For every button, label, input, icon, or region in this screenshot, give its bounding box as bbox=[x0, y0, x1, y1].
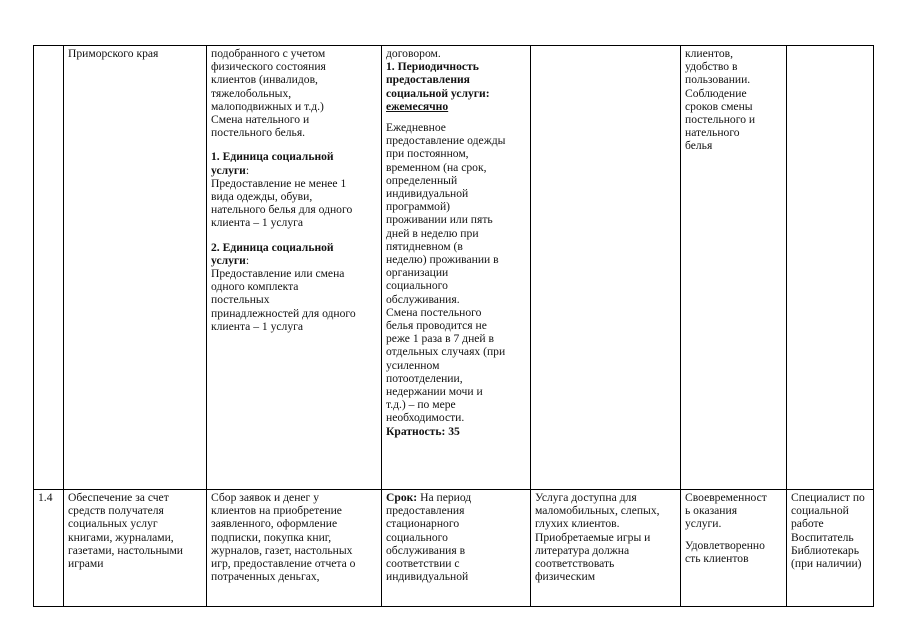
cell-terms: Срок: На период предоставления стационарного социального обслуживания в соответствии с индивидуальной bbox=[382, 490, 531, 607]
cell-quality: клиентов, удобство в пользовании. Соблюдение сроков смены постельного и нательного белья bbox=[681, 46, 787, 490]
cell-staff: Специалист по социальной работе Воспитатель Библиотекарь (при наличии) bbox=[787, 490, 874, 607]
unit2-text: Предоставление или смена одного комплекта постельных принадлежностей для одного клиента – 1 услуга bbox=[211, 267, 356, 333]
cell-service-name: Приморского края bbox=[64, 46, 207, 490]
term-label: Срок: bbox=[386, 491, 418, 504]
cell-terms: договором. 1. Периодичность предоставления социальной услуги: ежемесячно Ежедневное предоставление одежды при постоянном, временном (на срок, определенный индивидуальной программой) проживании или пять дней в неделю при пятидневном (в неделю) проживании в организации социального обслуживания. Смена постельного белья проводится не реже 1 раза в 7 дней в отдельных случаях (при усиленном потоотделении, недержании мочи и т.д.) – по мере необходимости. Кратность: 35 bbox=[382, 46, 531, 490]
cell-conditions: Услуга доступна для маломобильных, слепых, глухих клиентов. Приобретаемые игры и литература должна соответствовать физическим bbox=[531, 490, 681, 607]
unit2-title: 2. Единица социальной услуги bbox=[211, 240, 334, 267]
table-row bbox=[34, 490, 874, 607]
cell-service-name: Обеспечение за счет средств получателя социальных услуг книгами, журналами, газетами, настольными играми bbox=[64, 490, 207, 607]
cell-staff bbox=[787, 46, 874, 490]
cell-conditions bbox=[531, 46, 681, 490]
cell-quality: Своевременност ь оказания услуги. Удовлетворенно сть клиентов bbox=[681, 490, 787, 607]
table-row bbox=[34, 46, 874, 490]
cell-service-content: подобранного с учетом физического состояния клиентов (инвалидов, тяжелобольных, малоподвижных и т.д.) Смена нательного и постельного белья. 1. Единица социальной услуги: Предоставление не менее 1 вида одежды, обуви, нательного белья для одного клиента – 1 услуга 2. Единица социальной услуги: Предоставление или смена одного комплекта постельных принадлежностей для одного клиента – 1 услуга bbox=[207, 46, 382, 490]
period-value: ежемесячно bbox=[386, 99, 449, 113]
cell-number bbox=[34, 46, 64, 490]
content-intro: подобранного с учетом физического состояния клиентов (инвалидов, тяжелобольных, малоподвижных и т.д.) Смена нательного и постельного белья. bbox=[211, 47, 326, 140]
terms-text: Ежедневное предоставление одежды при постоянном, временном (на срок, определенный индивидуальной программой) проживании или пять дней в неделю при пятидневном (в неделю) проживании в организации социального обслуживания. Смена постельного белья проводится не реже 1 раза в 7 дней в отдельных случаях (при усиленном потоотделении, недержании мочи и т.д.) – по мере необходимости. bbox=[386, 121, 506, 425]
services-table bbox=[33, 45, 874, 607]
unit1-title: 1. Единица социальной услуги bbox=[211, 150, 334, 177]
frequency: Кратность: 35 bbox=[386, 424, 460, 438]
period-title: 1. Периодичность предоставления социальной услуги: bbox=[386, 60, 490, 100]
cell-service-content: Сбор заявок и денег у клиентов на приобретение заявленного, оформление подписки, покупка книг, журналов, газет, настольных игр, предоставление отчета о потраченных деньгах, bbox=[207, 490, 382, 607]
unit1-text: Предоставление не менее 1 вида одежды, обуви, нательного белья для одного клиента – 1 услуга bbox=[211, 176, 353, 230]
cell-number: 1.4 bbox=[34, 490, 64, 607]
